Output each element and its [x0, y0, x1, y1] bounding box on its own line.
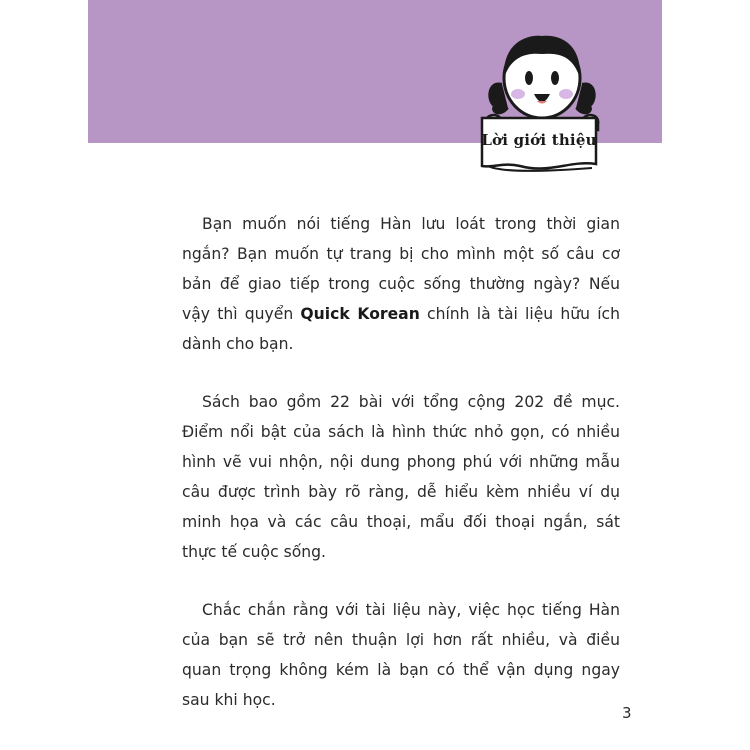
page-number: 3 [622, 704, 632, 722]
book-page [88, 0, 662, 750]
book-title-bold: Quick Korean [300, 305, 420, 323]
paragraph-2: Sách bao gồm 22 bài với tổng cộng 202 đề mục. Điểm nổi bật của sách là hình thức nhỏ gọn, có nhiều hình vẽ vui nhộn, nội dung phong phú với những mẫu câu được trình bày rõ ràng, dễ hiểu kèm nhiều ví dụ minh họa và các câu thoại, mẩu đối thoại ngắn, sát thực tế cuộc sống. [182, 393, 620, 561]
page-title: Lời giới thiệu [481, 131, 597, 149]
paragraph-1-start: Bạn muốn nói tiếng Hàn lưu loát trong thời gian ngắn? Bạn muốn tự trang bị cho mình một số câu cơ bản để giao tiếp trong cuộc sống thường ngày? Nếu vậy thì quyển [182, 215, 620, 323]
paragraph-3: Chắc chắn rằng với tài liệu này, việc học tiếng Hàn của bạn sẽ trở nên thuận lợi hơn rất nhiều, và điều quan trọng không kém là bạn có thể vận dụng ngay sau khi học. [182, 601, 620, 709]
paragraph-1 [182, 209, 620, 359]
body-text [182, 209, 620, 743]
paragraph-1-end: chính là tài liệu hữu ích dành cho bạn. [182, 305, 620, 353]
